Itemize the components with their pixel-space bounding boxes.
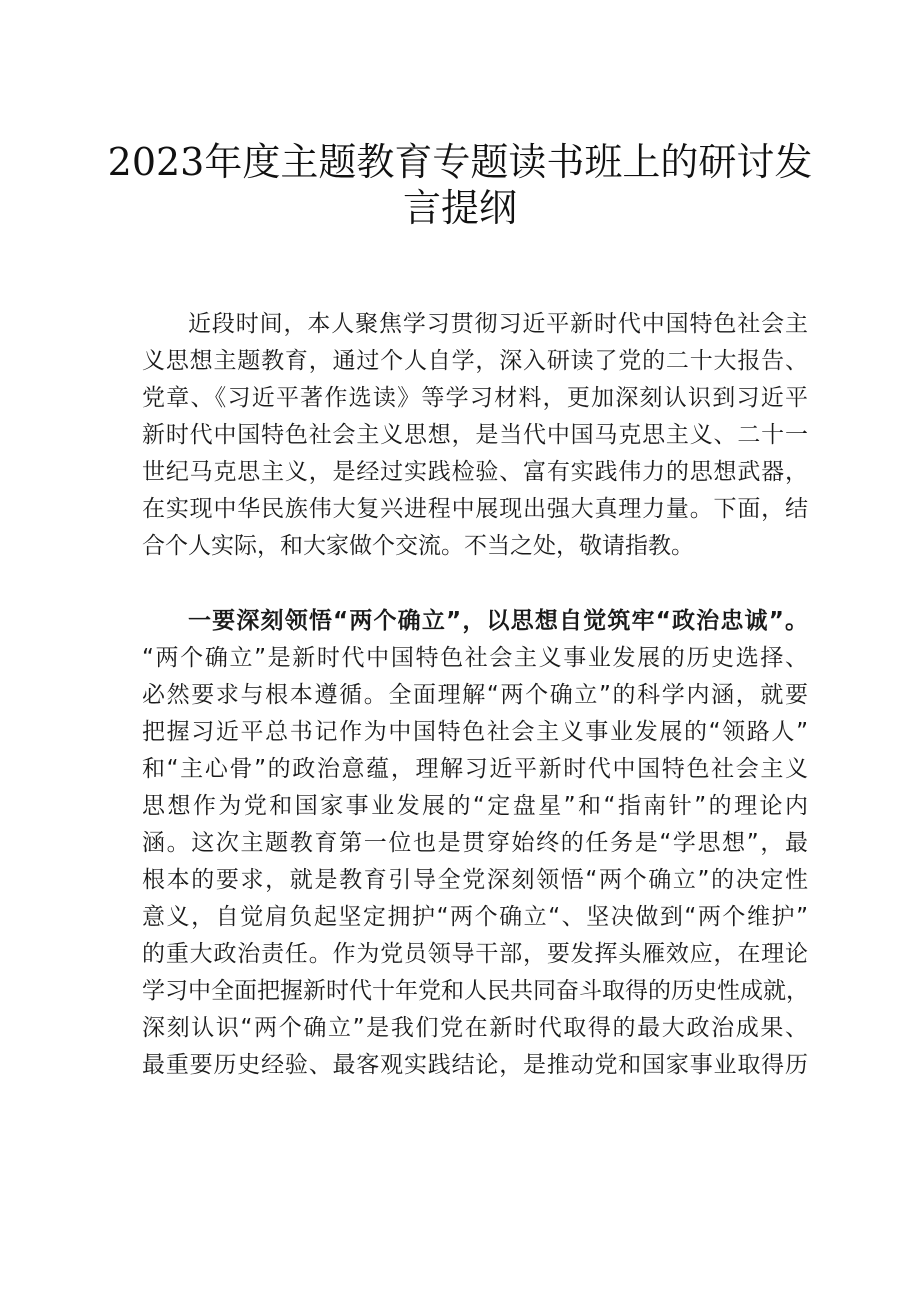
paragraph-line: 意义，自觉肩负起坚定拥护“两个确立“、坚决做到“两个维护” [142,904,808,930]
paragraph-line: 近段时间，本人聚焦学习贯彻习近平新时代中国特色社会主 [188,311,808,337]
paragraph-line: 必然要求与根本遵循。全面理解“两个确立”的科学内涵，就要 [142,682,808,708]
paragraph-intro [142,306,808,565]
paragraph-line: 和“主心骨”的政治意蕴，理解习近平新时代中国特色社会主义 [142,756,808,782]
paragraph-line: “两个确立”是新时代中国特色社会主义事业发展的历史选择、 [142,645,808,671]
paragraph-line: 学习中全面把握新时代十年党和人民共同奋斗取得的历史性成就， [142,978,809,1004]
paragraph-line: 思想作为党和国家事业发展的“定盘星”和“指南针”的理论内 [142,793,808,819]
paragraph-line: 党章、《习近平著作选读》等学习材料，更加深刻认识到习近平 [142,385,808,411]
paragraph-line: 把握习近平总书记作为中国特色社会主义事业发展的“领路人” [142,719,808,745]
document-title-line-1: 2023年度主题教育专题读书班上的研讨发 [107,140,813,184]
paragraph-line: 根本的要求，就是教育引导全党深刻领悟“两个确立”的决定性 [142,867,808,893]
paragraph-two-confirmations [142,603,808,1084]
paragraph-line: 新时代中国特色社会主义思想，是当代中国马克思主义、二十一 [142,422,808,448]
paragraph-line: 涵。这次主题教育第一位也是贯穿始终的任务是“学思想”，最 [142,830,808,856]
paragraph-line: 深刻认识“两个确立”是我们党在新时代取得的最大政治成果、 [142,1015,808,1041]
paragraph-line: 最重要历史经验、最客观实践结论，是推动党和国家事业取得历 [142,1052,808,1078]
paragraph-line: 在实现中华民族伟大复兴进程中展现出强大真理力量。下面，结 [142,496,808,522]
paragraph-line: 的重大政治责任。作为党员领导干部，要发挥头雁效应，在理论 [142,941,808,967]
paragraph-line: 合个人实际，和大家做个交流。不当之处，敬请指教。 [142,533,694,559]
section-heading: 一要深刻领悟“两个确立”，以思想自觉筑牢“政治忠诚”。 [188,608,808,634]
paragraph-line: 世纪马克思主义，是经过实践检验、富有实践伟力的思想武器， [142,459,808,485]
document-title-line-2: 言提纲 [402,186,517,230]
paragraph-line: 义思想主题教育，通过个人自学，深入研读了党的二十大报告、 [142,348,808,374]
